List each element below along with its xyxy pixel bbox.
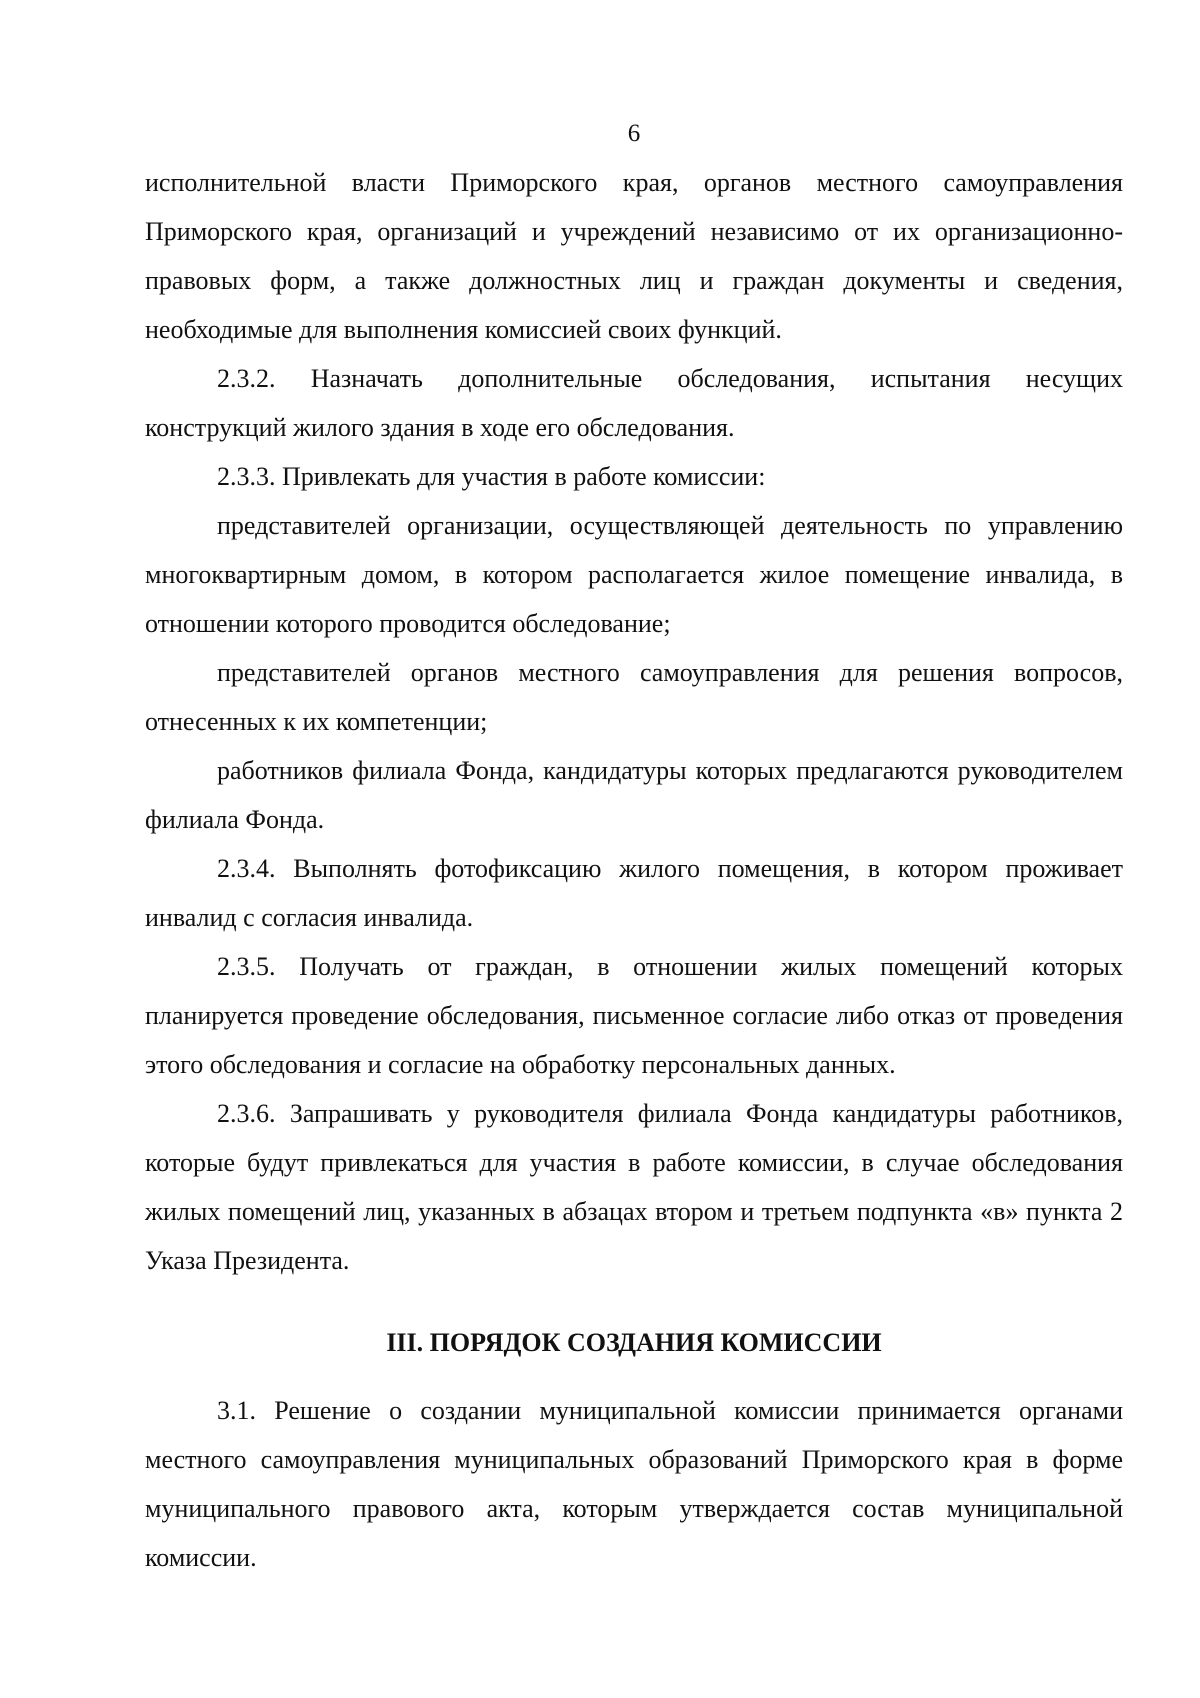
paragraph-2-3-6: 2.3.6. Запрашивать у руководителя филиала Фонда кандидатуры работников, которые будут привлекаться для участия в работе комиссии, в случае обследования жилых помещений лиц, указанных в абзацах втором и третьем подпункта «в» пункта 2 Указа Президента. — [145, 1099, 1123, 1275]
paragraph-fund-employees: работников филиала Фонда, кандидатуры которых предлагаются руководителем филиала Фонда. — [145, 756, 1123, 834]
paragraph-continuation: исполнительной власти Приморского края, органов местного самоуправления Приморского края, организаций и учреждений независимо от их организационно-правовых форм, а также должностных лиц и граждан документы и сведения, необходимые для выполнения комиссией своих функций. — [145, 168, 1123, 344]
paragraph-3-1: 3.1. Решение о создании муниципальной комиссии принимается органами местного самоуправления муниципальных образований Приморского края в форме муниципального правового акта, которым утверждается состав муниципальной комиссии. — [145, 1396, 1123, 1572]
section-heading: III. ПОРЯДОК СОЗДАНИЯ КОМИССИИ — [386, 1328, 882, 1357]
paragraph-2-3-5: 2.3.5. Получать от граждан, в отношении жилых помещений которых планируется проведение обследования, письменное согласие либо отказ от проведения этого обследования и согласие на обработку персональных данных. — [145, 952, 1123, 1079]
document-page — [145, 110, 1123, 1582]
paragraph-2-3-4: 2.3.4. Выполнять фотофиксацию жилого помещения, в котором проживает инвалид с согласия инвалида. — [145, 854, 1123, 932]
paragraph-2-3-2: 2.3.2. Назначать дополнительные обследования, испытания несущих конструкций жилого здания в ходе его обследования. — [145, 364, 1123, 442]
paragraph-representatives-local-government: представителей органов местного самоуправления для решения вопросов, отнесенных к их компетенции; — [145, 658, 1123, 736]
paragraph-representatives-organization: представителей организации, осуществляющей деятельность по управлению многоквартирным домом, в котором располагается жилое помещение инвалида, в отношении которого проводится обследование; — [145, 511, 1123, 638]
page-number: 6 — [627, 120, 641, 147]
paragraph-2-3-3: 2.3.3. Привлекать для участия в работе комиссии: — [217, 462, 766, 491]
